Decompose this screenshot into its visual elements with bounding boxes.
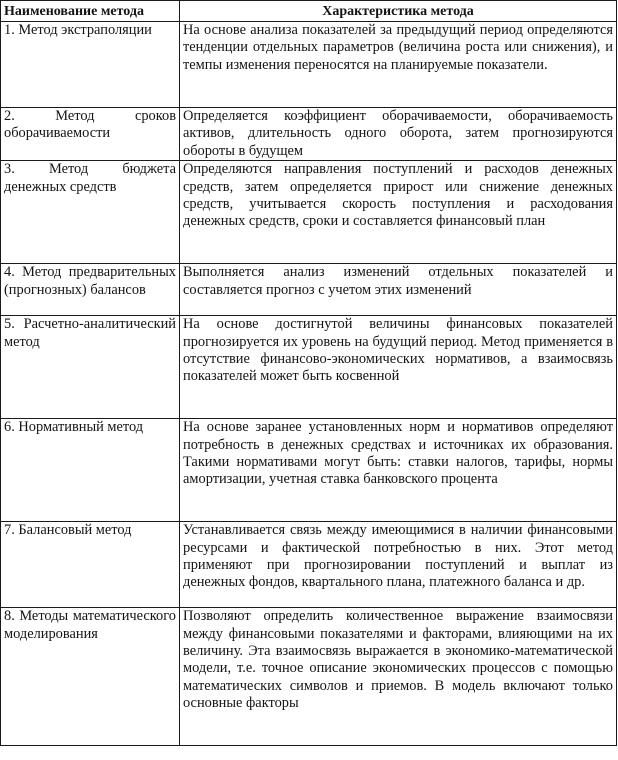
method-description-cell: Позволяют определить количественное выражение взаимосвязи между финансовыми показателями и факторами, влияющими на их величину. Эта взаимосвязь выражается в экономико-математической модели, т.е. точное описание экономических процессов с помощью математических символов и приемов. В модель включают только основные факторы — [180, 608, 617, 746]
table-row — [1, 108, 617, 161]
method-name-cell: 6. Нормативный метод — [1, 419, 180, 522]
method-description-cell: На основе анализа показателей за предыдущий период определяются тенденции отдельных параметров (величина роста или снижения), и темпы изменения переносятся на планируемые показатели. — [180, 22, 617, 108]
method-description-cell: Выполняется анализ изменений отдельных показателей и составляется прогноз с учетом этих изменений — [180, 264, 617, 316]
method-name-cell: 7. Балансовый метод — [1, 522, 180, 608]
method-description-cell: На основе достигнутой величины финансовых показателей прогнозируется их уровень на будущий период. Метод применяется в отсутствие финансово-экономических нормативов, а взаимосвязь показателей может быть косвенной — [180, 316, 617, 419]
table-row — [1, 419, 617, 522]
table-row — [1, 522, 617, 608]
method-name-cell: 5. Расчетно-аналитический метод — [1, 316, 180, 419]
method-name-cell: 3. Метод бюджета денежных средств — [1, 161, 180, 264]
header-method-name: Наименование метода — [1, 1, 180, 22]
method-name-cell: 2. Метод сроков оборачиваемости — [1, 108, 180, 161]
method-name-cell: 8. Методы математического моделирования — [1, 608, 180, 746]
table-row — [1, 608, 617, 746]
table-row — [1, 264, 617, 316]
method-name-cell: 4. Метод предварительных (прогнозных) балансов — [1, 264, 180, 316]
table-row — [1, 316, 617, 419]
method-description-cell: На основе заранее установленных норм и нормативов определяют потребность в денежных средствах и источниках их образования. Такими нормативами могут быть: ставки налогов, тарифы, нормы амортизации, учетная ставка банковского процента — [180, 419, 617, 522]
header-method-characteristic: Характеристика метода — [180, 1, 617, 22]
method-description-cell: Определяется коэффициент оборачиваемости, оборачиваемость активов, длительность одного оборота, затем прогнозируются обороты в будущем — [180, 108, 617, 161]
table-row — [1, 161, 617, 264]
method-description-cell: Определяются направления поступлений и расходов денежных средств, затем определяется прирост или снижение денежных средств, учитывается скорость поступления и расходования денежных средств, сроки и составляется финансовый план — [180, 161, 617, 264]
table-header-row — [1, 1, 617, 22]
method-description-cell: Устанавливается связь между имеющимися в наличии финансовыми ресурсами и фактической потребностью в них. Этот метод применяют при прогнозировании поступлений и выплат из денежных фондов, квартального плана, платежного баланса и др. — [180, 522, 617, 608]
table-row — [1, 22, 617, 108]
method-name-cell: 1. Метод экстраполяции — [1, 22, 180, 108]
